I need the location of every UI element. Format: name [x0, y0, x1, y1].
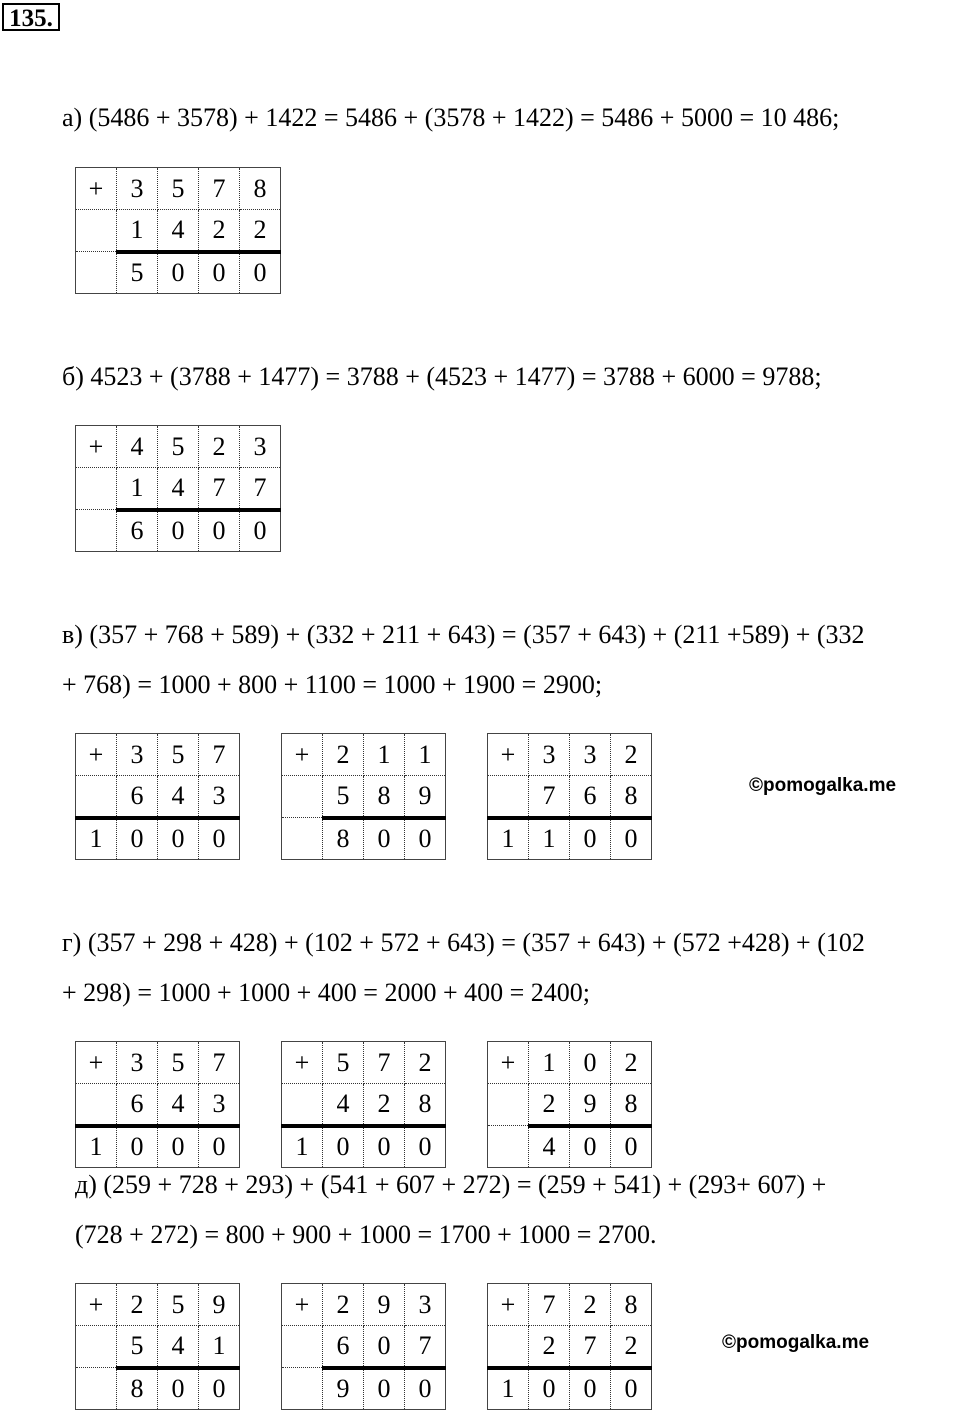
grid-row — [76, 1042, 240, 1084]
grid-cell: 2 — [529, 1326, 570, 1368]
grid-cell: 9 — [199, 1284, 240, 1326]
grid-cell: + — [282, 734, 323, 776]
grid-cell: 5 — [158, 1042, 199, 1084]
grid-cell — [76, 210, 117, 252]
grid-cell: 6 — [323, 1326, 364, 1368]
grid-cell: 0 — [199, 252, 240, 294]
grid-cell: 0 — [364, 1326, 405, 1368]
grid-cell — [76, 252, 117, 294]
grid-row — [76, 776, 240, 818]
grid-cell — [282, 776, 323, 818]
grid-cell: 9 — [405, 776, 446, 818]
grid-cell: 8 — [611, 776, 652, 818]
grid-row — [76, 818, 240, 860]
grid-cell: 3 — [117, 734, 158, 776]
grid-cell: 0 — [117, 818, 158, 860]
grid-cell — [488, 1084, 529, 1126]
grid-cell: 8 — [364, 776, 405, 818]
grid-cell: 0 — [364, 818, 405, 860]
grid-cell: 5 — [117, 1326, 158, 1368]
grid-cell: 4 — [158, 468, 199, 510]
grid-cell: 7 — [405, 1326, 446, 1368]
grid-cell: 7 — [570, 1326, 611, 1368]
grid-cell: 8 — [405, 1084, 446, 1126]
grid-row — [282, 734, 446, 776]
grid-cell: 7 — [199, 734, 240, 776]
grid-cell — [488, 1126, 529, 1168]
grid-cell: 7 — [199, 468, 240, 510]
grid-cell: 1 — [405, 734, 446, 776]
grid-cell: 0 — [570, 1368, 611, 1410]
part-g-line-1: г) (357 + 298 + 428) + (102 + 572 + 643) = (357 + 643) + (572 +428) + (102 — [62, 928, 865, 957]
grid-row — [76, 510, 281, 552]
grid-cell: 0 — [240, 252, 281, 294]
grid-cell: 8 — [611, 1284, 652, 1326]
grid-cell: 2 — [611, 734, 652, 776]
grid-row — [76, 468, 281, 510]
grid-cell: 8 — [240, 168, 281, 210]
grid-cell: 2 — [323, 1284, 364, 1326]
grid-cell — [282, 1326, 323, 1368]
grid-cell: 6 — [117, 1084, 158, 1126]
grid-cell: 0 — [405, 1126, 446, 1168]
grid-cell: 7 — [529, 1284, 570, 1326]
part-d-table-2 — [281, 1283, 446, 1410]
grid-cell — [282, 818, 323, 860]
part-g-table-2 — [281, 1041, 446, 1168]
grid-cell: 0 — [199, 1368, 240, 1410]
grid-cell — [488, 776, 529, 818]
grid-cell: 0 — [611, 1126, 652, 1168]
grid-cell: 3 — [240, 426, 281, 468]
grid-cell: 7 — [240, 468, 281, 510]
part-g-line-2: + 298) = 1000 + 1000 + 400 = 2000 + 400 = 2400; — [62, 978, 591, 1007]
grid-cell: 5 — [158, 426, 199, 468]
grid-cell: 4 — [117, 426, 158, 468]
part-g-table-3 — [487, 1041, 652, 1168]
grid-cell: + — [488, 734, 529, 776]
grid-cell: 2 — [364, 1084, 405, 1126]
grid-cell: + — [488, 1042, 529, 1084]
grid-cell: 0 — [117, 1126, 158, 1168]
grid-cell: 7 — [529, 776, 570, 818]
part-d-line-1: д) (259 + 728 + 293) + (541 + 607 + 272) = (259 + 541) + (293+ 607) + — [75, 1170, 827, 1199]
grid-cell — [76, 776, 117, 818]
grid-cell — [76, 1326, 117, 1368]
grid-cell: 5 — [158, 734, 199, 776]
grid-row — [76, 210, 281, 252]
grid-cell — [76, 510, 117, 552]
grid-cell: 3 — [405, 1284, 446, 1326]
grid-cell: 3 — [199, 1084, 240, 1126]
grid-row — [282, 776, 446, 818]
grid-cell: 2 — [240, 210, 281, 252]
grid-row — [282, 1326, 446, 1368]
grid-cell: 0 — [570, 1042, 611, 1084]
grid-cell: 1 — [529, 1042, 570, 1084]
part-g-table-1 — [75, 1041, 240, 1168]
part-b-table-1 — [75, 425, 281, 552]
grid-row — [76, 734, 240, 776]
copyright-text: ©pomogalka.me — [749, 775, 897, 796]
grid-cell: + — [76, 426, 117, 468]
grid-row — [76, 1126, 240, 1168]
problem-number: 135. — [2, 3, 60, 31]
grid-cell: 2 — [199, 426, 240, 468]
grid-row — [488, 1326, 652, 1368]
grid-cell: 0 — [158, 818, 199, 860]
grid-cell: 3 — [199, 776, 240, 818]
grid-row — [282, 1126, 446, 1168]
grid-cell: 8 — [611, 1084, 652, 1126]
grid-row — [282, 1084, 446, 1126]
grid-cell — [76, 468, 117, 510]
grid-cell: + — [76, 168, 117, 210]
grid-row — [76, 168, 281, 210]
part-b-line-1: б) 4523 + (3788 + 1477) = 3788 + (4523 + 1477) = 3788 + 6000 = 9788; — [62, 362, 822, 391]
grid-cell: 5 — [158, 1284, 199, 1326]
grid-cell: 4 — [158, 210, 199, 252]
grid-cell: 3 — [529, 734, 570, 776]
grid-cell: 1 — [488, 818, 529, 860]
part-d-table-1 — [75, 1283, 240, 1410]
grid-cell: + — [488, 1284, 529, 1326]
grid-cell: 3 — [117, 1042, 158, 1084]
grid-cell: + — [282, 1042, 323, 1084]
grid-cell: 0 — [611, 818, 652, 860]
grid-cell: 0 — [570, 1126, 611, 1168]
grid-cell — [76, 1368, 117, 1410]
grid-row — [76, 1368, 240, 1410]
grid-row — [488, 1042, 652, 1084]
part-d-line-2: (728 + 272) = 800 + 900 + 1000 = 1700 + 1000 = 2700. — [75, 1220, 657, 1249]
grid-cell: 0 — [611, 1368, 652, 1410]
grid-row — [76, 1084, 240, 1126]
grid-cell: 0 — [364, 1126, 405, 1168]
grid-cell: 2 — [405, 1042, 446, 1084]
grid-cell: 8 — [323, 818, 364, 860]
grid-cell: 7 — [364, 1042, 405, 1084]
grid-cell: 6 — [117, 776, 158, 818]
grid-cell: 1 — [199, 1326, 240, 1368]
grid-cell: 4 — [158, 1084, 199, 1126]
grid-cell: 0 — [158, 510, 199, 552]
grid-cell: 9 — [323, 1368, 364, 1410]
grid-cell: 2 — [323, 734, 364, 776]
grid-row — [488, 776, 652, 818]
grid-cell: 0 — [199, 1126, 240, 1168]
grid-cell: 3 — [117, 168, 158, 210]
grid-cell: 0 — [199, 510, 240, 552]
grid-cell: 4 — [158, 776, 199, 818]
part-v-table-1 — [75, 733, 240, 860]
grid-cell: 4 — [158, 1326, 199, 1368]
grid-cell: 5 — [117, 252, 158, 294]
grid-cell: 1 — [117, 210, 158, 252]
grid-cell: 1 — [76, 818, 117, 860]
grid-cell: 1 — [282, 1126, 323, 1168]
grid-cell: 2 — [611, 1326, 652, 1368]
grid-cell: + — [282, 1284, 323, 1326]
part-v-table-3 — [487, 733, 652, 860]
grid-cell: 1 — [364, 734, 405, 776]
grid-cell: 5 — [323, 776, 364, 818]
grid-cell: 0 — [529, 1368, 570, 1410]
grid-cell: + — [76, 1284, 117, 1326]
grid-cell: 2 — [199, 210, 240, 252]
grid-cell: 1 — [488, 1368, 529, 1410]
grid-cell: + — [76, 734, 117, 776]
grid-cell: 6 — [117, 510, 158, 552]
grid-cell: 0 — [158, 252, 199, 294]
part-v-line-2: + 768) = 1000 + 800 + 1100 = 1000 + 1900 = 2900; — [62, 670, 603, 699]
grid-cell: 0 — [570, 818, 611, 860]
grid-cell: 3 — [570, 734, 611, 776]
grid-row — [488, 1284, 652, 1326]
grid-cell: 9 — [570, 1084, 611, 1126]
grid-cell: 2 — [529, 1084, 570, 1126]
grid-cell: 5 — [158, 168, 199, 210]
grid-row — [488, 818, 652, 860]
grid-cell: 0 — [323, 1126, 364, 1168]
grid-cell — [488, 1326, 529, 1368]
copyright-text: ©pomogalka.me — [722, 1332, 870, 1353]
grid-cell: 7 — [199, 1042, 240, 1084]
grid-row — [488, 734, 652, 776]
grid-cell: 0 — [240, 510, 281, 552]
grid-cell: 4 — [529, 1126, 570, 1168]
grid-row — [282, 1368, 446, 1410]
grid-row — [76, 252, 281, 294]
grid-cell: 0 — [405, 1368, 446, 1410]
grid-row — [488, 1126, 652, 1168]
grid-cell: 0 — [199, 818, 240, 860]
part-a-line-1: а) (5486 + 3578) + 1422 = 5486 + (3578 + 1422) = 5486 + 5000 = 10 486; — [62, 103, 840, 132]
grid-cell: 0 — [364, 1368, 405, 1410]
grid-row — [488, 1084, 652, 1126]
grid-row — [488, 1368, 652, 1410]
grid-cell: 0 — [158, 1368, 199, 1410]
grid-row — [282, 1042, 446, 1084]
grid-cell: 0 — [158, 1126, 199, 1168]
grid-cell: 4 — [323, 1084, 364, 1126]
grid-cell: 8 — [117, 1368, 158, 1410]
grid-row — [282, 1284, 446, 1326]
grid-row — [76, 1284, 240, 1326]
grid-row — [76, 426, 281, 468]
grid-cell: 2 — [117, 1284, 158, 1326]
grid-cell — [282, 1368, 323, 1410]
grid-cell: 7 — [199, 168, 240, 210]
part-d-table-3 — [487, 1283, 652, 1410]
grid-cell: 5 — [323, 1042, 364, 1084]
grid-row — [76, 1326, 240, 1368]
grid-row — [282, 818, 446, 860]
grid-cell — [76, 1084, 117, 1126]
grid-cell: + — [76, 1042, 117, 1084]
part-v-table-2 — [281, 733, 446, 860]
grid-cell — [282, 1084, 323, 1126]
grid-cell: 2 — [570, 1284, 611, 1326]
grid-cell: 9 — [364, 1284, 405, 1326]
grid-cell: 2 — [611, 1042, 652, 1084]
grid-cell: 0 — [405, 818, 446, 860]
grid-cell: 1 — [529, 818, 570, 860]
part-a-table-1 — [75, 167, 281, 294]
part-v-line-1: в) (357 + 768 + 589) + (332 + 211 + 643) = (357 + 643) + (211 +589) + (332 — [62, 620, 865, 649]
grid-cell: 6 — [570, 776, 611, 818]
grid-cell: 1 — [117, 468, 158, 510]
grid-cell: 1 — [76, 1126, 117, 1168]
